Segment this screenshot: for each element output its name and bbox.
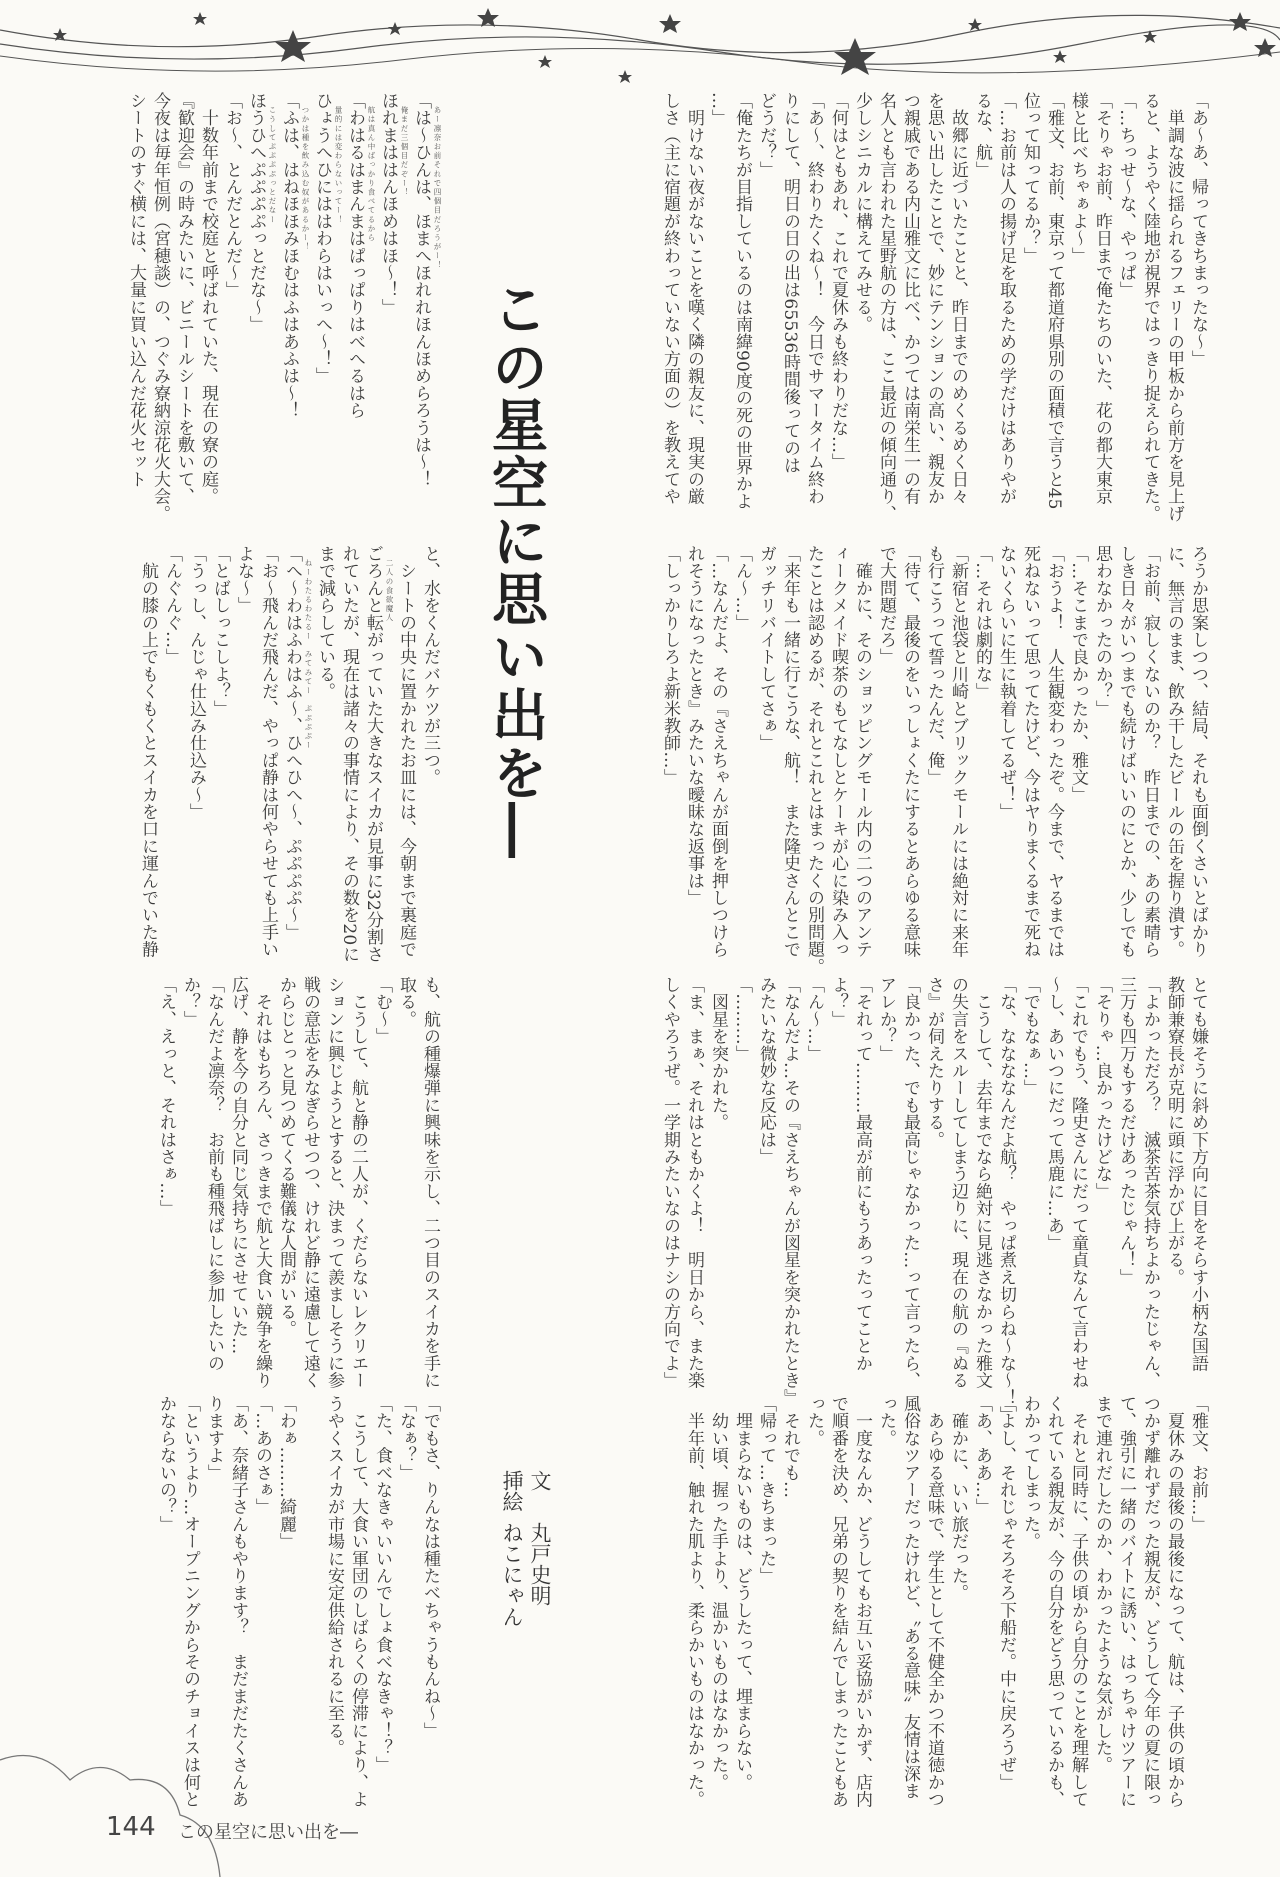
text-column: 「…あのさぁ」: [252, 1395, 272, 1516]
text-column: 「でもなぁ…」: [1020, 976, 1040, 1097]
text-column: こうして、航と静の二人が、くだらないレクリエー: [348, 976, 368, 1389]
credit-illustrator-name: ねこにゃん: [500, 1522, 524, 1627]
text-column: 「おうよ！ 人生観変わったぞ。今まで、ヤるまでは: [1044, 545, 1064, 958]
credit-writer-name: 丸戸史明: [528, 1522, 552, 1606]
text-column: 「それって………最高が前にもうあったってことか: [852, 976, 872, 1372]
text-column: の失言をスルーしてしまう辺りに、現在の航の『ぬる: [948, 976, 968, 1389]
text-column: 「…それは劇的な」: [972, 545, 992, 700]
text-column: 「とばしっこしよ？」: [210, 545, 230, 717]
text-column: 「な、ななななんだよ航？ やっぱ煮え切らね～な～！」: [996, 976, 1016, 1424]
text-column: 「よかっただろ？ 滅茶苦茶気持ちよかったじゃん、: [1140, 976, 1160, 1389]
text-column: 「あ～、終わりたくね～！ 今日でサマータイム終わ: [804, 92, 824, 505]
cloud-decoration: [0, 1740, 260, 1877]
text-column: 「は～ひんは、ほまへほれれほんほめらろうは～！: [411, 92, 431, 488]
ruby-annotation: 量的には変わらないってー！: [334, 106, 343, 225]
text-column: りにして、明日の日の出は65536時間後ってのは: [780, 92, 800, 474]
text-column: 『歓迎会』の時みたいに、ビニールシートを敷いて、: [174, 92, 194, 505]
credit-writer: [526, 1470, 554, 1627]
text-column: 「え、えっと、それはさぁ…」: [156, 976, 176, 1217]
text-column: ガッチリバイトしてさぁ」: [756, 545, 776, 752]
text-column: 「わぁ………綺麗」: [276, 1395, 296, 1550]
text-column: 「新宿と池袋と川崎とブリックモールには絶対に来年: [948, 545, 968, 958]
text-block-left-1: [124, 92, 442, 522]
text-column: ほれまははんほめはほ～！」: [378, 92, 398, 316]
text-column: 航の膝の上でもくもくとスイカを口に運んでいた静: [138, 545, 158, 958]
text-column: ないくらいに生に執着してるぜ！」: [996, 545, 1016, 821]
text-column: も、航の種爆弾に興味を示し、二つ目のスイカを手に: [420, 976, 440, 1389]
text-column: 「来年も一緒に行こうな、航！ また隆史さんとこで: [780, 545, 800, 958]
text-column: 「ん～…」: [804, 976, 824, 1062]
text-column: 「お～飛んだ飛んだ、やっぱ静は何やらせても上手い: [258, 545, 278, 958]
text-column: ィークメイド喫茶のもてなしとケーキが心に染み入っ: [828, 545, 848, 958]
text-column: まで減らしている。: [315, 545, 335, 700]
text-column: ると、ようやく陸地が視界ではっきり捉えられてきた。: [1140, 92, 1160, 522]
text-column: うやくスイカが市場に安定供給されるに至る。: [324, 1395, 344, 1757]
text-column: あらゆる意味で、学生として不健全かつ不道徳かつ: [924, 1395, 944, 1808]
text-block-right-3: [658, 976, 1210, 1424]
text-column: 名人とも言われた星野航の方は、ここ最近の傾向通り、: [876, 92, 896, 522]
text-column: で大問題だろ」: [876, 545, 896, 666]
text-column: 「わはるはまんまはぱっぱりはべへるはら: [345, 92, 365, 419]
text-column: れていたが、現在は諸々の事情により、その数を20に: [339, 545, 359, 963]
text-column: った。: [876, 1395, 896, 1447]
text-column: を思い出したことで、妙にテンションの高い、親友か: [924, 92, 944, 505]
text-column: かならないの？」: [156, 1395, 176, 1533]
text-column: 「なぁ？」: [396, 1395, 416, 1481]
text-column: 一度なんか、どうしてもお互い妥協がいかず、店内: [852, 1395, 872, 1808]
text-column: さ』が伺えたりする。: [924, 976, 944, 1148]
text-column: それでも…: [780, 1395, 800, 1499]
text-column: シートの中央に置かれたお皿には、今朝まで裏庭で: [396, 545, 416, 958]
credit-illustrator: [498, 1470, 526, 1627]
text-column: った。: [804, 1395, 824, 1447]
text-column: 「…ちっせ～な、やっぱ」: [1116, 92, 1136, 299]
text-column: に、無言のまま、飲み干したビールの缶を握り潰す。: [1164, 545, 1184, 958]
credits: [498, 1470, 554, 1627]
text-column: 「俺たちが目指しているのは南緯90度の死の世界かよ: [732, 92, 752, 510]
ruby-annotation: 俺まだ三個目だぞー！: [400, 106, 409, 197]
text-column: ひょうへひにははわらはいっへ～！」: [312, 92, 332, 385]
text-column: 「あ～あ、帰ってきちまったな～」: [1188, 92, 1208, 368]
text-column: 「ふは、はねほほみほむはふはあふは～！: [279, 92, 299, 419]
text-block-left-2: [136, 545, 442, 965]
text-column: 「何はともあれ、これで夏休みも終わりだな…」: [828, 92, 848, 471]
text-column: 教師兼寮長が克明に頭に浮かび上がる。: [1164, 976, 1184, 1286]
text-column: 「む～」: [372, 976, 392, 1045]
text-column: どうだ？」: [756, 92, 776, 178]
text-column: 「良かった、でも最高じゃなかった…って言ったら、: [900, 976, 920, 1389]
text-column: 埋まらないものは、どうしたって、埋まらない。: [732, 1395, 752, 1791]
text-column: よ？」: [828, 976, 848, 1028]
text-column: 取る。: [396, 976, 416, 1028]
text-column: たことは認めるが、それとこれとはまったくの別問題。: [804, 545, 824, 975]
text-block-right-4: [682, 1395, 1210, 1815]
text-column: …」: [708, 92, 728, 127]
text-column: 広げ、静を今の自分と同じ気持ちにさせていた…: [228, 976, 248, 1355]
credit-illustrator-role: 挿絵: [500, 1470, 524, 1512]
text-column: しさ（主に宿題が終わっていない方面の）を教えてや: [660, 92, 680, 505]
text-column: くれている親友が、今の自分をどう思っているかも、: [1044, 1395, 1064, 1808]
text-column: で順番を決め、兄弟の契りを結んでしまったこともあ: [828, 1395, 848, 1808]
text-column: 夏休みの最後の最後になって、航は、子供の頃から: [1164, 1395, 1184, 1808]
text-column: 「というより…オープニングからそのチョイスは何と: [180, 1395, 200, 1808]
text-column: りますよ」: [204, 1395, 224, 1481]
text-column: よな～」: [234, 545, 254, 614]
text-column: 死ねないって思ってたけど、今はヤりまくるまで死ね: [1020, 545, 1040, 958]
text-column: か？」: [180, 976, 200, 1028]
text-column: て、強引に一緒のバイトに誘い、はっちゃけツアーに: [1116, 1395, 1136, 1808]
text-column: それはもちろん、さっきまで航と大食い競争を繰り: [252, 976, 272, 1389]
text-column: も行こうって誓ったんだ、俺」: [924, 545, 944, 786]
ruby-annotation: 二人の食欲魔人: [385, 559, 394, 623]
running-title: この星空に思い出を―: [178, 1822, 358, 1843]
text-column: 「これでもう、隆史さんにだって童貞なんて言わせね: [1068, 976, 1088, 1389]
story-title: この星空に思い出を―: [483, 280, 549, 860]
text-column: つかず離れずだった親友が、どうして今年の夏に限っ: [1140, 1395, 1160, 1808]
text-column: 「ま、まぁ、それはともかくよ！ 明日から、また楽: [684, 976, 704, 1389]
text-column: 「待て、最後のをいっしょくたにするとあらゆる意味: [900, 545, 920, 958]
ruby-annotation: ねーわたるわたるー みてみてー ぷぷぷぷー: [304, 559, 313, 751]
text-column: 故郷に近づいたことと、昨日までのめくるめく日々: [948, 92, 968, 505]
text-column: ションに興じようとすると、決まって羨ましそうに参: [324, 976, 344, 1389]
text-column: 「んぐんぐ…」: [162, 545, 182, 666]
text-column: [298, 1395, 322, 1815]
text-column: るな、航」: [972, 92, 992, 178]
text-column: 「…なんだよ、その『さえちゃんが面倒を押しつけら: [708, 545, 728, 958]
text-column: 「そりゃ…良かったけどな」: [1092, 976, 1112, 1200]
text-column: 「なんだよ凛奈？ お前も種飛ばしに参加したいの: [204, 976, 224, 1372]
text-column: まで連れだしたのか、わかったような気がした。: [1092, 1395, 1112, 1774]
text-column: しき日々がいつまでも続けばいいのにとか、少しでも: [1116, 545, 1136, 958]
text-column: つ親戚である内山雅文に比べ、かつては南栄生一の有: [900, 92, 920, 505]
text-column: 半年前、触れた肌より、柔らかいものはなかった。: [684, 1395, 704, 1808]
text-column: れそうになったとき』みたいな曖昧な返事は」: [684, 545, 704, 907]
ruby-annotation: あー凛奈お前それで四個目だろうがー！: [433, 106, 442, 270]
text-column: 「………」: [732, 976, 752, 1062]
text-block-left-3: [154, 976, 442, 1396]
text-column: 風俗なツアーだったけれど、〝ある意味〟友情は深ま: [900, 1395, 920, 1800]
text-column: ごろんと転がっていた大きなスイカが見事に32分割さ: [363, 545, 383, 963]
text-column: とても嫌そうに斜め下方向に目をそらす小柄な国語: [1188, 976, 1208, 1372]
text-column: 「へ～わはふわはふ～、ひへひへ～、ぷぷぷぷ～」: [282, 545, 302, 941]
text-column: 図星を突かれた。: [708, 976, 728, 1131]
text-column: と、水をくんだバケツが三つ。: [420, 545, 440, 786]
text-column: 「雅文、お前、東京って都道府県別の面積で言うと45: [1044, 92, 1064, 510]
text-column: こうして、大食い軍団のしばらくの停滞により、よ: [348, 1395, 368, 1808]
star-icons: [53, 8, 1276, 83]
ruby-annotation: つかは種を飲み込む奴があるかー！: [301, 106, 310, 252]
ruby-annotation: 航は真ん中ばっかり食べてるから: [367, 106, 376, 243]
text-column: 「お～、とんだとんだ～」: [222, 92, 242, 299]
text-column: しくやろうぜ。一学期みたいなのはナシの方向でよ」: [660, 976, 680, 1389]
text-column: シートのすぐ横には、大量に買い込んだ花火セット: [126, 92, 146, 488]
text-block-right-1: [658, 92, 1210, 522]
text-column: アレか？」: [876, 976, 896, 1062]
text-column: それと同時に、子供の頃から自分のことを理解して: [1068, 1395, 1088, 1808]
text-column: ～し、あいつにだって馬鹿に…あ」: [1044, 976, 1064, 1252]
text-column: わかってしまった。: [1020, 1395, 1040, 1550]
text-column: からじとっと見つめてくる難儀な人間がいる。: [276, 976, 296, 1338]
text-column: 位って知ってるか？」: [1020, 92, 1040, 264]
ruby-annotation: こうしてぷぷぷぷっとだなー: [268, 106, 277, 225]
text-column: 確かに、そのショッピングモール内の二つのアンテ: [852, 545, 872, 958]
text-column: 「ん～…」: [732, 545, 752, 631]
text-column: 三万も四万もするだけあったじゃん！」: [1116, 976, 1136, 1286]
text-column: 十数年前まで校庭と呼ばれていた、現在の寮の庭。: [198, 92, 218, 505]
text-column: こうして、去年までなら絶対に見逃さなかった雅文: [972, 976, 992, 1389]
text-column: ほうひへぷぷぷぷっとだな～」: [246, 92, 266, 333]
text-column: 「た、食べなきゃいいんでしょ食べなきゃ！？」: [372, 1395, 392, 1774]
star-garland-decoration: [0, 0, 1280, 90]
text-column: 「…そこまで良かったか、雅文」: [1068, 545, 1088, 803]
text-column: 明けない夜がないことを嘆く隣の親友に、現実の厳: [684, 92, 704, 505]
text-column: 確かに、いい旅だった。: [948, 1395, 968, 1602]
text-column: 「そりゃお前、昨日まで俺たちのいた、花の都大東京: [1092, 92, 1112, 505]
text-column: 様と比べちゃぁよ～」: [1068, 92, 1088, 264]
text-column: 「よし、それじゃそろそろ下船だ。中に戻ろうぜ」: [996, 1395, 1016, 1791]
page-number: 144: [106, 1812, 156, 1842]
text-column: 「お前、寂しくないのか？ 昨日までの、あの素晴ら: [1140, 545, 1160, 958]
text-column: みたいな微妙な反応は」: [756, 976, 776, 1166]
text-column: 「うっし、んじゃ仕込み仕込み～」: [186, 545, 206, 821]
text-column: 少しシニカルに構えてみせる。: [852, 92, 872, 333]
text-column: 単調な波に揺られるフェリーの甲板から前方を見上げ: [1164, 92, 1184, 522]
text-column: 戦の意志をみなぎらせつつ、けれど静に遠慮して遠く: [300, 976, 320, 1389]
text-column: 思わなかったのか？」: [1092, 545, 1112, 717]
text-column: 幼い頃、握った手より、温かいものはなかった。: [708, 1395, 728, 1791]
text-column: 「でもさ、りんなは種たべちゃうもんね～」: [420, 1395, 440, 1739]
text-column: 「あ、ああ…」: [972, 1395, 992, 1516]
text-column: 「帰って…きちまった」: [756, 1395, 776, 1585]
text-column: 今夜は毎年恒例（宮穂談）の、つぐみ寮納涼花火大会。: [150, 92, 170, 522]
text-column: 「しっかりしろよ新米教師…」: [660, 545, 680, 786]
text-column: 「雅文、お前…」: [1188, 1395, 1208, 1533]
text-block-right-2: [658, 545, 1210, 975]
text-column: ろうか思案しつつ、結局、それも面倒くさいとばかり: [1188, 545, 1208, 958]
text-column: 「あ、奈緒子さんもやります？ まだまだたくさんあ: [228, 1395, 248, 1808]
text-column: 「…お前は人の揚げ足を取るための学だけはありやが: [996, 92, 1016, 505]
credit-writer-role: 文: [528, 1470, 552, 1491]
text-column: 「なんだよ…その『さえちゃんが図星を突かれたとき』: [780, 976, 800, 1406]
